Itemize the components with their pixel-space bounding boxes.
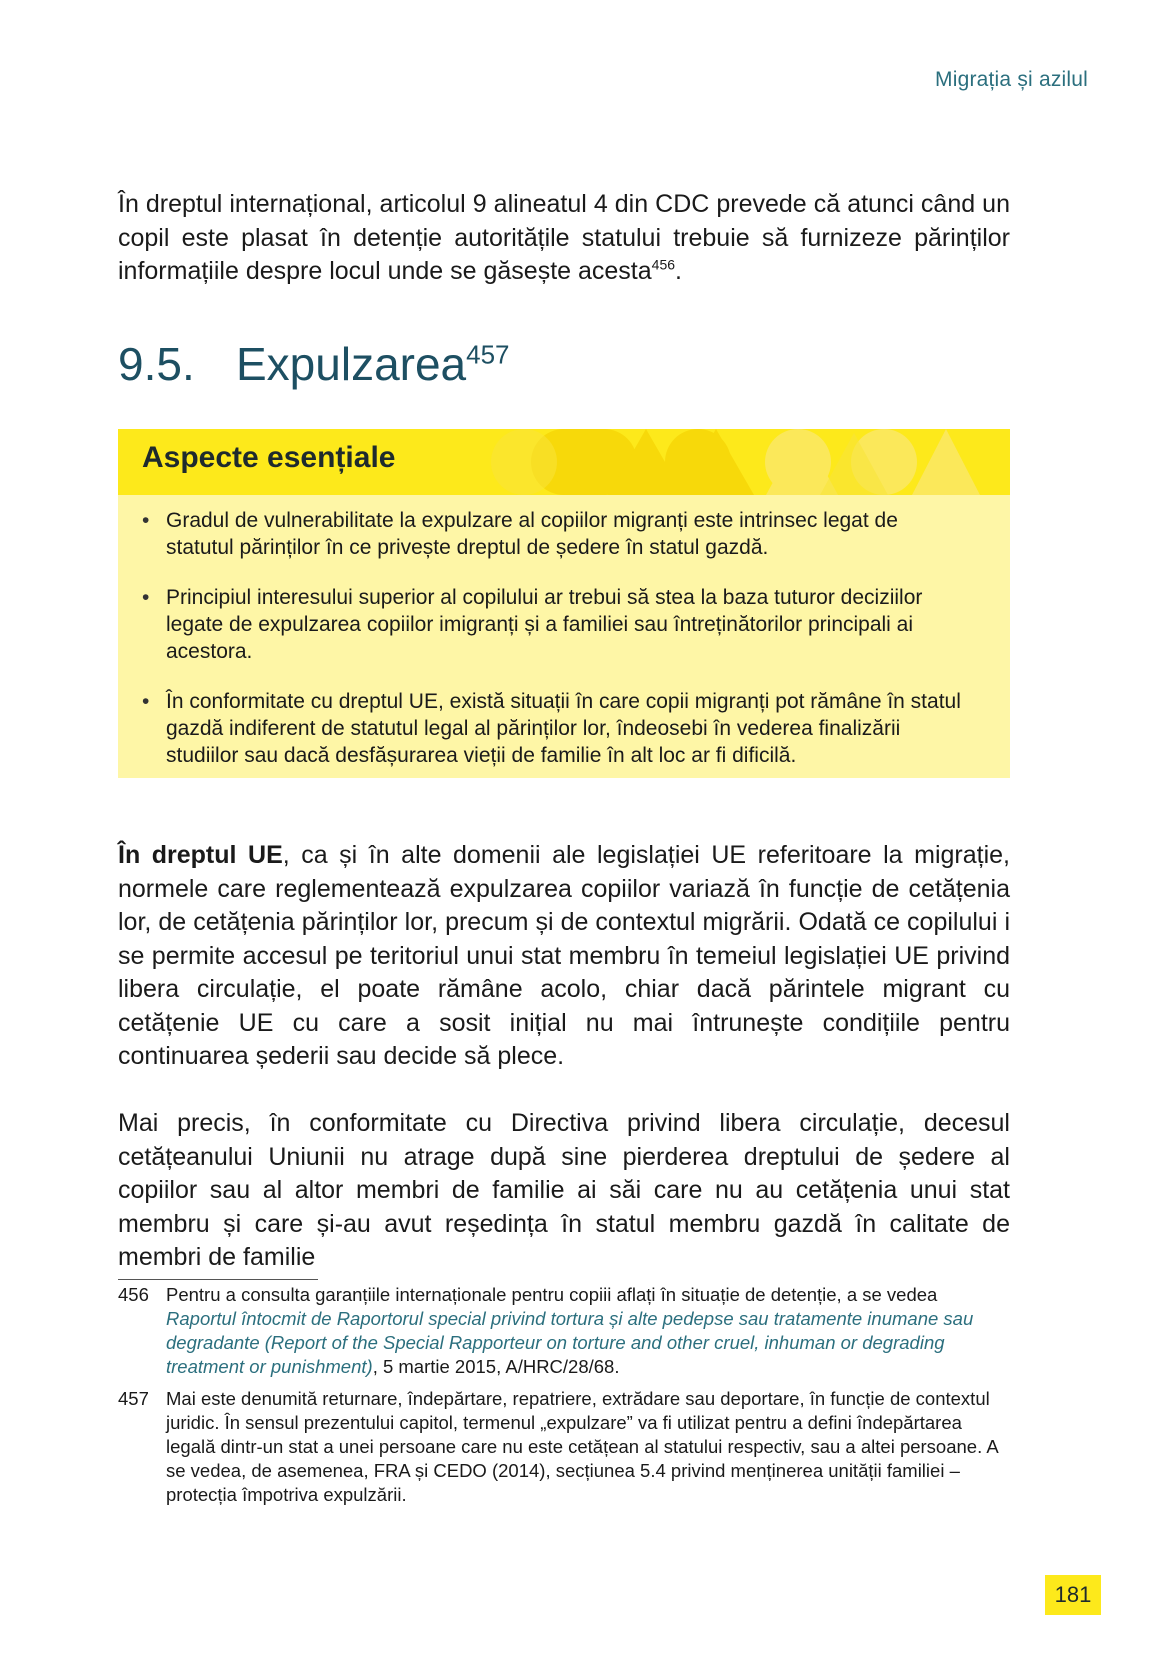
body-paragraph-1-text: , ca și în alte domenii ale legislației UE referitoare la migrație, normele care reglementează expulzarea copiilor variază în funcție de cetățenia lor, de cetățenia părinților lor, precum și de contextul migrării. Odată ce copilului i se permite accesul pe teritoriul unui stat membru în temeiul legislației UE privind libera circulație, el poate rămâne acolo, chiar dacă părintele migrant cu cetățenie UE cu care a sosit inițial nu mai întrunește condițiile pentru continuarea șederii sau decide să plece. (118, 841, 1010, 1070)
footnote-text: Mai este denumită returnare, îndepărtare, repatriere, extrădare sau deportare, în funcție de contextul juridic. În sensul prezentului capitol, termenul „expulzare” va fi utilizat pentru a defini îndepărtarea legală dintr-un stat a unei persoane care nu este cetățean al statului respectiv, sau a altei persoane. A se vedea, de asemenea, FRA și CEDO (2014), secțiunea 5.4 privind menținerea unității familiei – protecția împotriva expulzării. (166, 1388, 998, 1505)
footnote-ref-457[interactable]: 457 (466, 339, 510, 370)
footnote-number: 456 (118, 1284, 149, 1305)
footnotes (118, 1283, 1010, 1515)
footnote-number: 457 (118, 1388, 149, 1409)
footnote-457 (118, 1387, 1010, 1507)
running-header: Migrația și azilul (935, 68, 1088, 91)
footnote-text: Pentru a consulta garanțiile internaționale pentru copiii aflați în situație de detenție, a se vedea (166, 1284, 938, 1305)
page-number: 181 (1045, 1575, 1101, 1615)
intro-text: În dreptul internațional, articolul 9 alineatul 4 din CDC prevede că atunci când un copil este plasat în detenție autoritățile statului trebuie să furnizeze părinților informațiile despre locul unde se găsește acesta (118, 190, 1010, 285)
deco-triangle-4 (912, 429, 980, 495)
body-paragraph-1-lead: În dreptul UE (118, 841, 283, 869)
intro-paragraph (118, 188, 1010, 289)
footnote-text-end: , 5 martie 2015, A/HRC/28/68. (372, 1356, 620, 1377)
footnote-divider (118, 1279, 318, 1280)
key-point-item: • Gradul de vulnerabilitate la expulzare al copiilor migranți este intrinsec legat de statutul părinților în ce privește dreptul de ședere în statul gazdă. (142, 507, 962, 561)
footnote-ref-456[interactable]: 456 (651, 256, 676, 273)
section-number: 9.5. (118, 338, 195, 390)
key-points-box (118, 429, 1010, 778)
decorative-shapes (488, 429, 1010, 495)
body-paragraph-1 (118, 839, 1010, 1074)
section-heading (118, 334, 510, 394)
section-title: Expulzarea (236, 338, 467, 390)
report-link[interactable]: Raportul întocmit de Raportorul special privind tortura și alte pedepse sau tratamente inumane sau degradante (Report of the Special Rapporteur on torture and other cruel, inhuman or degrading treatment or punishment) (166, 1308, 974, 1377)
key-points-title: Aspecte esențiale (142, 441, 396, 474)
key-points-header (118, 429, 1010, 495)
footnote-456 (118, 1283, 1010, 1379)
deco-circle-6 (491, 429, 557, 495)
body-paragraph-2: Mai precis, în conformitate cu Directiva privind libera circulație, decesul cetățeanului Uniunii nu atrage după sine pierderea dreptului de ședere al copiilor sau al altor membri de familie ai săi care nu au cetățenia unui stat membru și care și-au avut reședința în statul membru gazdă în calitate de membri de familie (118, 1109, 1010, 1271)
intro-end: . (675, 257, 682, 285)
key-points-list (142, 507, 962, 792)
key-point-item: • În conformitate cu dreptul UE, există situații în care copii migranți pot rămâne în statul gazdă indiferent de statutul legal al părinților lor, îndeosebi în vederea finalizării studiilor sau dacă desfășurarea vieții de familie în alt loc ar fi dificilă. (142, 688, 962, 769)
key-point-item: • Principiul interesului superior al copilului ar trebui să stea la baza tuturor deciziilor legate de expulzarea copiilor imigranți și a familiei sau întreținătorilor principali ai acestora. (142, 584, 962, 665)
